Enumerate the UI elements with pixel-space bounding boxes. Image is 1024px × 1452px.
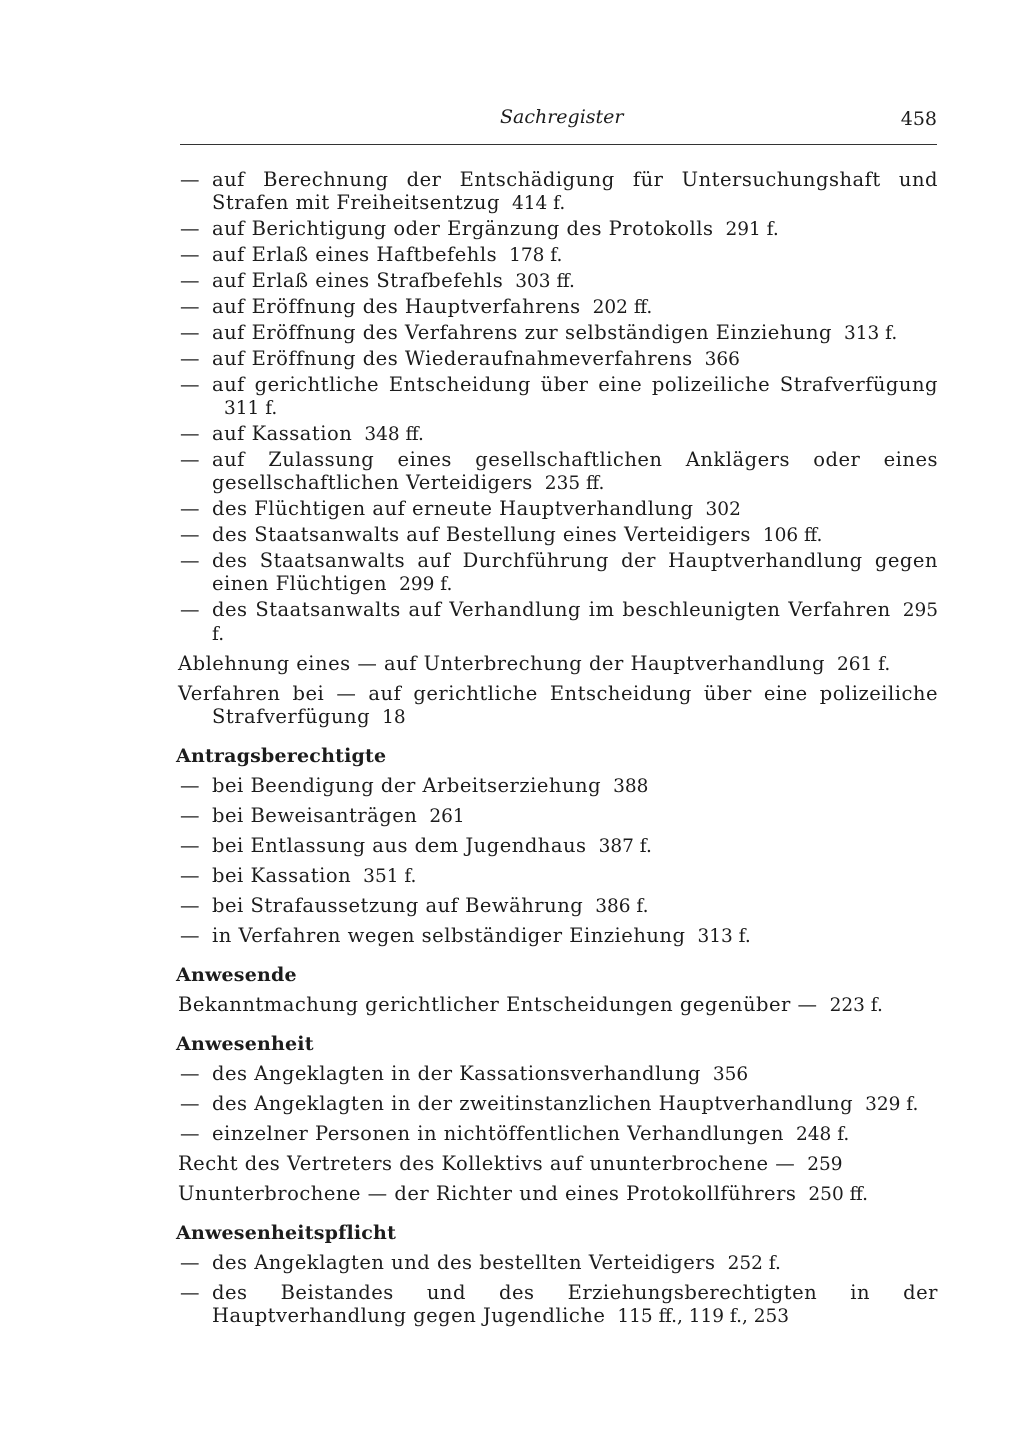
entry-pages: 366 bbox=[704, 349, 740, 370]
index-entry bbox=[176, 652, 938, 676]
entry-text: bei Beendigung der Arbeitserziehung bbox=[212, 774, 602, 797]
entry-dash: — bbox=[180, 834, 200, 857]
page-header bbox=[180, 104, 937, 145]
entry-pages: 414 f. bbox=[511, 193, 566, 214]
entry-text: Recht des Vertreters des Kollektivs auf ununterbrochene — bbox=[178, 1152, 796, 1175]
entry-pages: 388 bbox=[613, 776, 649, 797]
entry-dash: — bbox=[180, 1062, 200, 1085]
entry-text: auf Zulassung eines gesellschaftlichen Anklägers oder eines gesellschaftlichen Verteidigers bbox=[212, 448, 938, 494]
index-subentry bbox=[176, 217, 938, 241]
entry-pages: 18 bbox=[382, 707, 406, 728]
entry-dash: — bbox=[180, 598, 200, 621]
entry-text: des Angeklagten in der zweitinstanzlichen Hauptverhandlung bbox=[212, 1092, 854, 1115]
entry-dash: — bbox=[180, 1281, 200, 1304]
entry-dash: — bbox=[180, 804, 200, 827]
entry-pages: 329 f. bbox=[865, 1094, 919, 1115]
entry-dash: — bbox=[180, 1122, 200, 1145]
entry-dash: — bbox=[180, 269, 200, 292]
entry-dash: — bbox=[180, 347, 200, 370]
index-content bbox=[176, 168, 938, 1334]
index-entry bbox=[176, 1152, 938, 1176]
entry-pages: 303 ff. bbox=[515, 271, 575, 292]
section-heading: Anwesende bbox=[176, 964, 297, 986]
index-subentry bbox=[176, 894, 938, 918]
index-subentry bbox=[176, 373, 938, 420]
index-block-continuation bbox=[176, 168, 938, 729]
entry-dash: — bbox=[180, 1092, 200, 1115]
index-section bbox=[176, 1033, 938, 1206]
entry-text: bei Beweisanträgen bbox=[212, 804, 418, 827]
index-subentry bbox=[176, 497, 938, 521]
entry-dash: — bbox=[180, 168, 200, 191]
index-subentry bbox=[176, 774, 938, 798]
running-title: Sachregister bbox=[500, 106, 624, 128]
entry-pages: 302 bbox=[705, 499, 741, 520]
entry-text: bei Strafaussetzung auf Bewährung bbox=[212, 894, 584, 917]
entry-dash: — bbox=[180, 321, 200, 344]
entry-pages: 313 f. bbox=[697, 926, 751, 947]
entry-dash: — bbox=[180, 549, 200, 572]
entry-dash: — bbox=[180, 1251, 200, 1274]
index-entry bbox=[176, 682, 938, 729]
entry-pages: 106 ff. bbox=[762, 525, 823, 546]
index-subentry bbox=[176, 1092, 938, 1116]
entry-text: auf Berichtigung oder Ergänzung des Protokolls bbox=[212, 217, 714, 240]
section-heading: Anwesenheitspflicht bbox=[176, 1222, 397, 1244]
index-subentry bbox=[176, 448, 938, 495]
entry-text: bei Entlassung aus dem Jugendhaus bbox=[212, 834, 587, 857]
entry-pages: 299 f. bbox=[399, 574, 453, 595]
entry-text: des Angeklagten in der Kassationsverhandlung bbox=[212, 1062, 701, 1085]
entry-pages: 356 bbox=[712, 1064, 749, 1085]
index-subentry bbox=[176, 243, 938, 267]
entry-text: des Beistandes und des Erziehungsberechtigten in der Hauptverhandlung gegen Jugendliche bbox=[212, 1281, 938, 1327]
index-subentry bbox=[176, 834, 938, 858]
entry-pages: 348 ff. bbox=[364, 424, 424, 445]
entry-text: in Verfahren wegen selbständiger Einziehung bbox=[212, 924, 686, 947]
entry-pages: 313 f. bbox=[843, 323, 898, 344]
entry-dash: — bbox=[180, 894, 200, 917]
index-subentry bbox=[176, 523, 938, 547]
index-subentry bbox=[176, 549, 938, 596]
entry-text: bei Kassation bbox=[212, 864, 352, 887]
index-section bbox=[176, 1222, 938, 1328]
entry-dash: — bbox=[180, 243, 200, 266]
entry-pages: 202 ff. bbox=[592, 297, 653, 318]
index-subentry bbox=[176, 1251, 938, 1275]
entry-pages: 178 f. bbox=[509, 245, 563, 266]
entry-text: auf Eröffnung des Hauptverfahrens bbox=[212, 295, 581, 318]
entry-dash: — bbox=[180, 422, 200, 445]
entry-text: auf Eröffnung des Verfahrens zur selbständigen Einziehung bbox=[212, 321, 832, 344]
entry-text: auf Erlaß eines Haftbefehls bbox=[212, 243, 498, 266]
entry-text: einzelner Personen in nichtöffentlichen Verhandlungen bbox=[212, 1122, 784, 1145]
entry-text: des Staatsanwalts auf Verhandlung im beschleunigten Verfahren bbox=[212, 598, 891, 621]
entry-pages: 250 ff. bbox=[808, 1184, 868, 1205]
entry-text: Ununterbrochene — der Richter und eines Protokollführers bbox=[178, 1182, 797, 1205]
entry-text: auf Eröffnung des Wiederaufnahmeverfahrens bbox=[212, 347, 693, 370]
index-subentry bbox=[176, 168, 938, 215]
entry-pages: 261 bbox=[429, 806, 465, 827]
index-subentry bbox=[176, 269, 938, 293]
entry-pages: 311 f. bbox=[224, 398, 278, 419]
section-heading: Anwesenheit bbox=[176, 1033, 314, 1055]
entry-pages: 252 f. bbox=[727, 1253, 781, 1274]
entry-dash: — bbox=[180, 448, 200, 471]
entry-dash: — bbox=[180, 373, 200, 396]
entry-dash: — bbox=[180, 924, 200, 947]
index-subentry bbox=[176, 1122, 938, 1146]
index-subentry bbox=[176, 422, 938, 446]
entry-dash: — bbox=[180, 497, 200, 520]
entry-dash: — bbox=[180, 217, 200, 240]
entry-pages: 386 f. bbox=[595, 896, 649, 917]
index-subentry bbox=[176, 295, 938, 319]
entry-pages: 235 ff. bbox=[544, 473, 605, 494]
page-number: 458 bbox=[900, 108, 937, 130]
entry-pages: 261 f. bbox=[836, 654, 891, 675]
entry-pages: 295 f. bbox=[212, 600, 938, 645]
index-subentry bbox=[176, 1062, 938, 1086]
entry-text: des Angeklagten und des bestellten Verteidigers bbox=[212, 1251, 716, 1274]
entry-text: des Staatsanwalts auf Durchführung der Hauptverhandlung gegen einen Flüchtigen bbox=[212, 549, 938, 595]
entry-dash: — bbox=[180, 864, 200, 887]
entry-pages: 248 f. bbox=[796, 1124, 850, 1145]
entry-text: auf Erlaß eines Strafbefehls bbox=[212, 269, 504, 292]
index-subentry bbox=[176, 1281, 938, 1328]
entry-pages: 291 f. bbox=[725, 219, 779, 240]
entry-text: Verfahren bei — auf gerichtliche Entscheidung über eine polizeiliche Strafverfügung bbox=[178, 682, 938, 728]
section-heading: Antragsberechtigte bbox=[176, 745, 387, 767]
index-entry bbox=[176, 993, 938, 1017]
index-entry bbox=[176, 1182, 938, 1206]
entry-text: Bekanntmachung gerichtlicher Entscheidungen gegenüber — bbox=[178, 993, 818, 1016]
index-subentry bbox=[176, 924, 938, 948]
index-section bbox=[176, 964, 938, 1017]
entry-pages: 259 bbox=[807, 1154, 843, 1175]
entry-text: Ablehnung eines — auf Unterbrechung der Hauptverhandlung bbox=[178, 652, 825, 675]
entry-dash: — bbox=[180, 774, 200, 797]
index-subentry bbox=[176, 598, 938, 646]
entry-pages: 387 f. bbox=[598, 836, 652, 857]
entry-text: auf Kassation bbox=[212, 422, 353, 445]
index-subentry bbox=[176, 321, 938, 345]
entry-text: auf gerichtliche Entscheidung über eine polizeiliche Strafverfügung bbox=[212, 373, 938, 396]
entry-pages: 115 ff., 119 f., 253 bbox=[617, 1306, 790, 1327]
index-subentry bbox=[176, 804, 938, 828]
index-subentry bbox=[176, 864, 938, 888]
entry-text: des Flüchtigen auf erneute Hauptverhandlung bbox=[212, 497, 694, 520]
entry-pages: 351 f. bbox=[363, 866, 417, 887]
index-subentry bbox=[176, 347, 938, 371]
entry-pages: 223 f. bbox=[829, 995, 883, 1016]
entry-text: des Staatsanwalts auf Bestellung eines Verteidigers bbox=[212, 523, 751, 546]
entry-dash: — bbox=[180, 295, 200, 318]
entry-dash: — bbox=[180, 523, 200, 546]
entry-text: auf Berechnung der Entschädigung für Untersuchungshaft und Strafen mit Freiheitsentzug bbox=[212, 168, 938, 214]
index-section bbox=[176, 745, 938, 948]
